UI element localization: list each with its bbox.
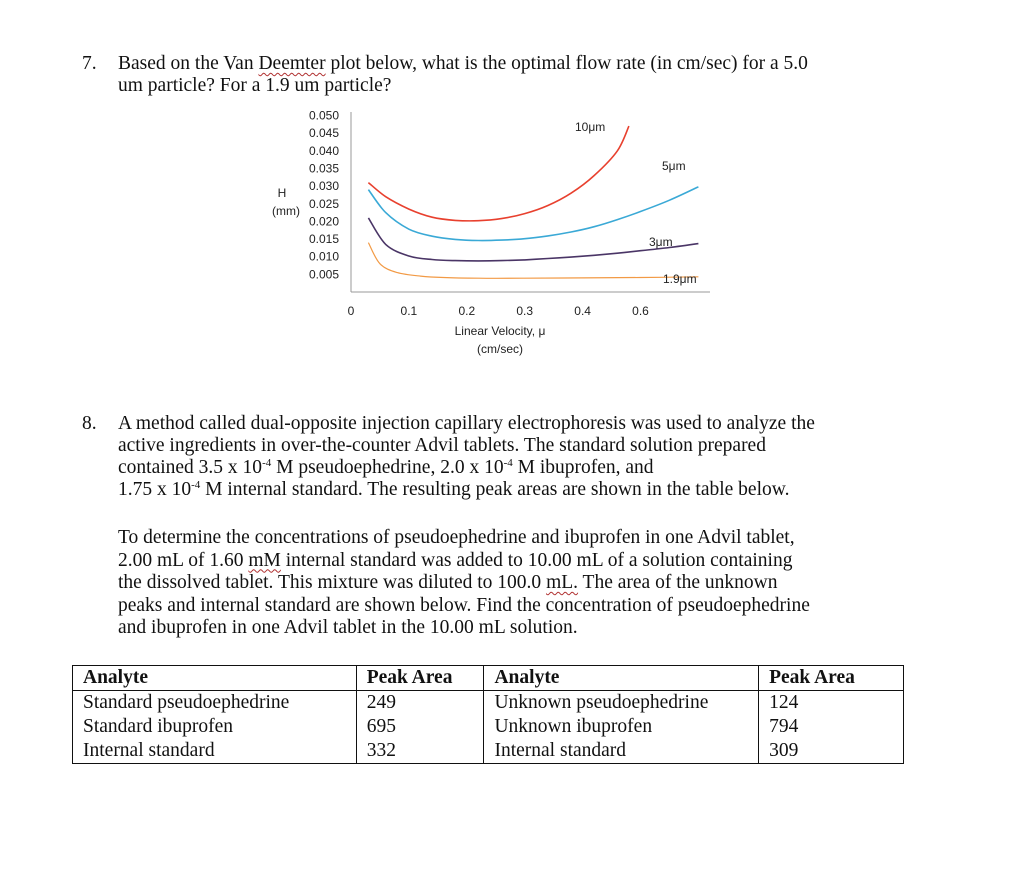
- header-analyte: Analyte: [484, 666, 759, 691]
- series-label-10um: 10μm: [575, 120, 606, 134]
- table-cell: Standard pseudoephedrine: [73, 691, 357, 716]
- y-tick-label: 0.005: [309, 267, 340, 282]
- spellcheck-word: mL.: [546, 572, 579, 593]
- series-label-5um: 5μm: [662, 159, 686, 173]
- table-cell: 332: [356, 739, 484, 764]
- spellcheck-word: mM: [248, 549, 281, 571]
- y-axis-label: H: [277, 186, 287, 200]
- y-tick-label: 0.030: [309, 179, 340, 194]
- x-tick-label: 0: [347, 304, 355, 318]
- y-tick-labels: [309, 109, 339, 282]
- x-tick-label: 0.2: [458, 304, 476, 318]
- van-deemter-chart: [250, 108, 730, 364]
- series-label-1-9um: 1.9μm: [663, 272, 697, 286]
- y-tick-label: 0.035: [309, 161, 340, 176]
- table-cell: Internal standard: [484, 739, 759, 764]
- header-analyte: Analyte: [73, 666, 357, 691]
- table-cell: 249: [356, 691, 484, 716]
- table-cell: 124: [759, 691, 904, 716]
- header-peak-area: Peak Area: [759, 666, 904, 691]
- table-row: [73, 715, 904, 739]
- y-tick-label: 0.040: [309, 143, 340, 158]
- series-label-3um: 3μm: [649, 235, 673, 249]
- table-cell: Standard ibuprofen: [73, 715, 357, 739]
- x-tick-label: 0.6: [632, 304, 649, 318]
- table-cell: Internal standard: [73, 739, 357, 764]
- x-tick-label: 0.4: [574, 304, 591, 318]
- table-row: [73, 739, 904, 764]
- question-7-number: 7.: [82, 53, 97, 74]
- x-tick-label: 0.1: [400, 304, 418, 318]
- y-tick-label: 0.010: [309, 249, 340, 264]
- question-8-paragraph-2: To determine the concentrations of pseudoephedrine and ibuprofen in one Advil tablet, 2.00 mL of 1.60 mM internal standard was added to 10.00 mL of a solution containing the dissolved tablet. This mixture was diluted to 100.0 mL. The area of the unknown peaks and internal standard are shown below. Find the concentration of pseudoephedrine and ibuprofen in one Advil tablet in the 10.00 mL solution.: [118, 527, 810, 638]
- y-tick-label: 0.050: [309, 108, 340, 123]
- peak-area-table: [72, 665, 904, 764]
- question-8-text: A method called dual-opposite injection capillary electrophoresis was used to analyze the active ingredients in over-the-counter Advil tablets. The standard solution prepared contained 3.5 x $10^{-4}$ M pseudoephedrine, 2.0 x $10^{-4}$ M ibuprofen, and 1.75 x $10^{-4}$ M internal standard. The resulting peak areas are shown in the table below.: [118, 413, 815, 500]
- table-cell: 695: [356, 715, 484, 739]
- table-cell: 309: [759, 739, 904, 764]
- spellcheck-word: Deemter: [258, 53, 326, 74]
- series-line: [368, 187, 698, 241]
- question-8-number: 8.: [82, 413, 97, 434]
- table-row: [73, 691, 904, 716]
- table-cell: Unknown pseudoephedrine: [484, 691, 759, 716]
- y-tick-label: 0.015: [309, 232, 340, 247]
- x-tick-labels: [348, 304, 650, 318]
- y-axis-units: (mm): [272, 204, 300, 218]
- y-tick-label: 0.025: [309, 196, 340, 211]
- x-axis-label: Linear Velocity, μ: [454, 324, 546, 338]
- series-line: [368, 126, 629, 221]
- header-peak-area: Peak Area: [356, 666, 484, 691]
- table-cell: 794: [759, 715, 904, 739]
- x-axis-units: (cm/sec): [477, 342, 523, 356]
- y-tick-label: 0.045: [309, 126, 340, 141]
- question-7-text: Based on the Van Deemter plot below, what is the optimal flow rate (in cm/sec) for a 5.0 um particle? For a 1.9 um particle?: [118, 53, 808, 96]
- table-header-row: [73, 666, 904, 691]
- y-tick-label: 0.020: [309, 214, 340, 229]
- x-tick-label: 0.3: [516, 304, 534, 318]
- table-cell: Unknown ibuprofen: [484, 715, 759, 739]
